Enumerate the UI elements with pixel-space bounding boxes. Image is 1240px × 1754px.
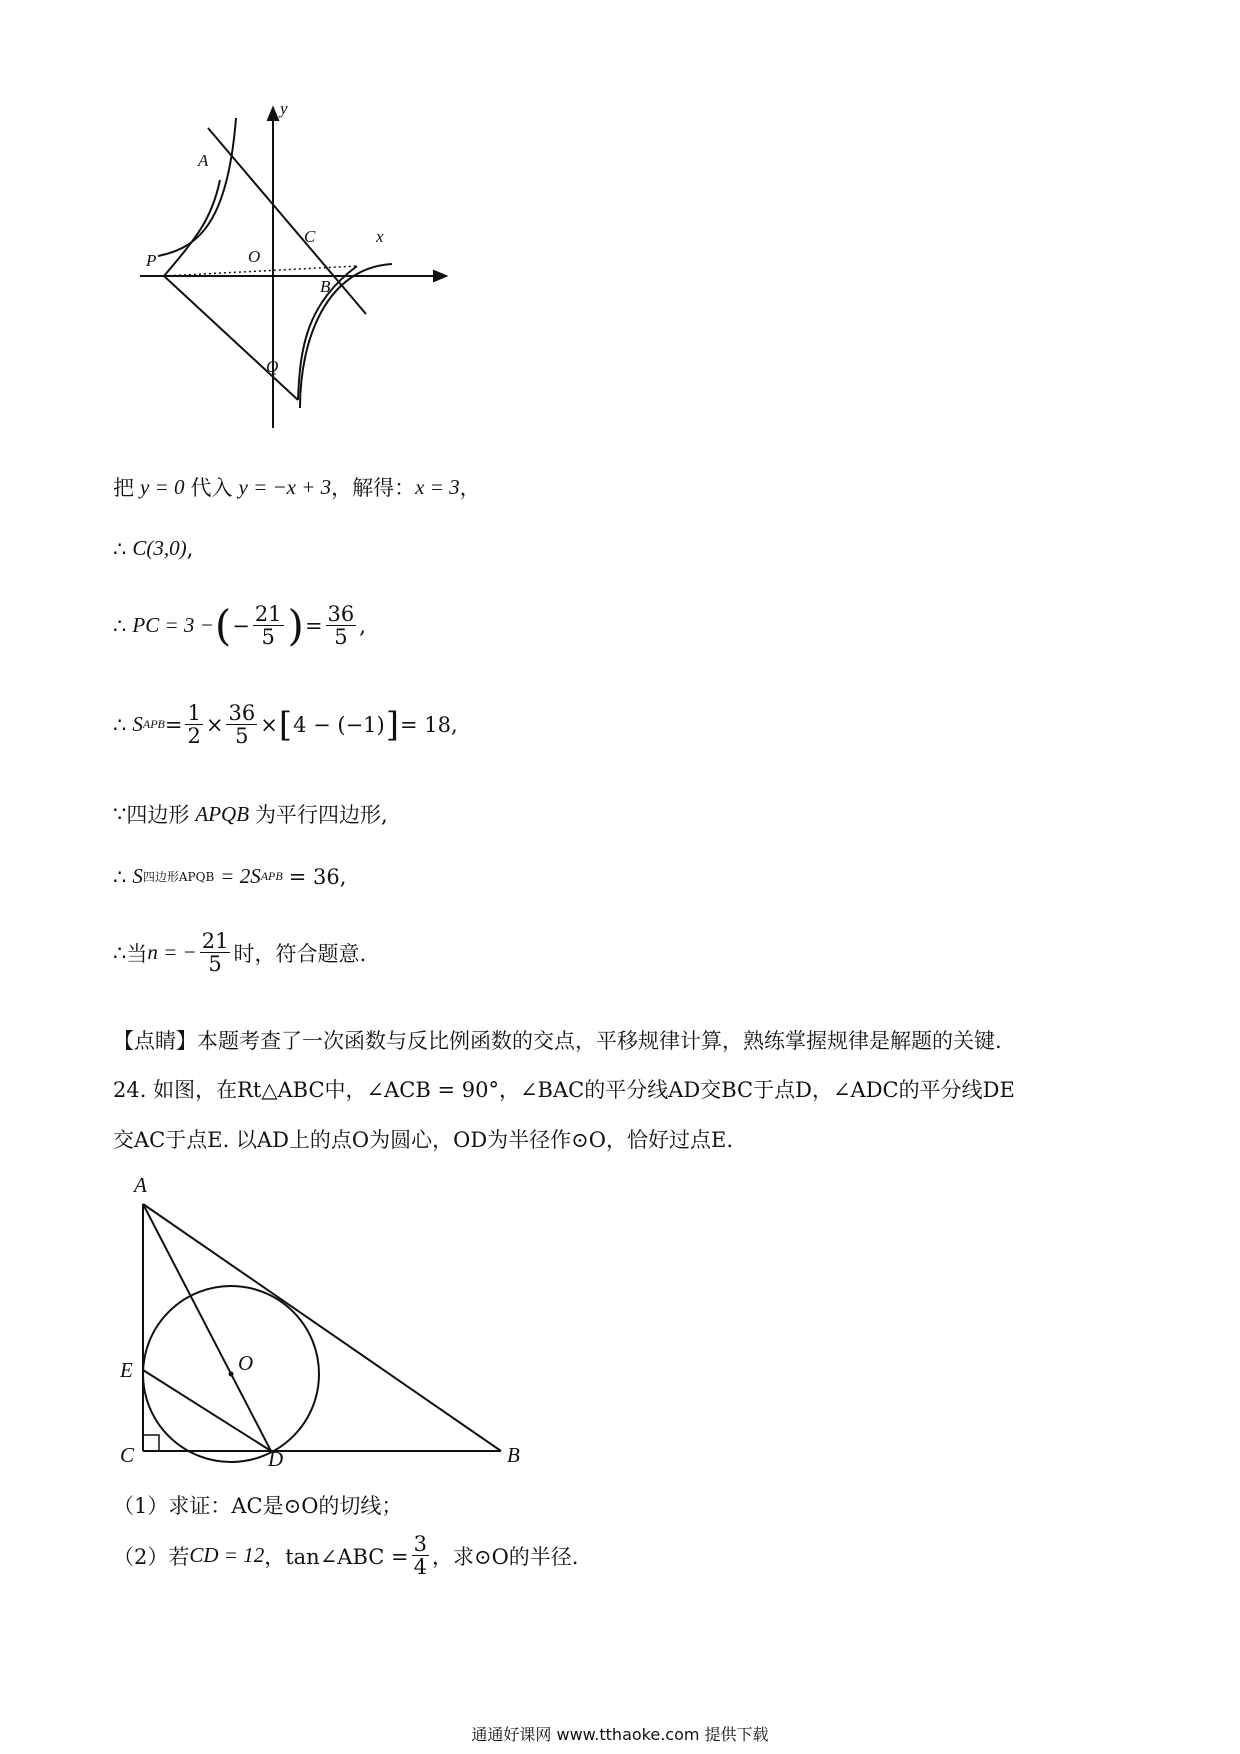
segment-pb-dotted: [164, 266, 357, 276]
text: （1）求证：AC是⊙O的切线；: [113, 1494, 403, 1518]
therefore-symbol: ∴: [113, 536, 127, 561]
label-y: y: [280, 100, 288, 118]
paren: (: [214, 600, 232, 650]
x-axis-arrow: [434, 271, 446, 281]
label-p: P: [146, 251, 157, 270]
label-o: O: [238, 1351, 254, 1375]
bracket: ]: [385, 704, 399, 745]
footer: 通通好课网 www.tthaoke.com 提供下载: [471, 1725, 769, 1744]
solution-line-3: [113, 600, 366, 650]
label-a: A: [134, 1173, 147, 1197]
text: 交AC于点E. 以AD上的点O为圆心，OD为半径作⊙O，恰好过点E.: [113, 1128, 734, 1152]
text: =: [304, 613, 323, 638]
text: 四边形: [126, 803, 190, 827]
equation: CD = 12: [189, 1543, 265, 1568]
text: ,: [339, 864, 347, 889]
problem-24-line-2: [113, 1124, 733, 1154]
paren: ): [287, 600, 304, 650]
subscript: APB: [142, 717, 165, 732]
bracket: [: [278, 704, 293, 745]
label-e: E: [120, 1358, 133, 1382]
solution-line-4: [113, 702, 458, 747]
equation: PC = 3 −: [132, 613, 214, 638]
label-x: x: [376, 227, 384, 246]
label-c: C: [120, 1443, 135, 1467]
text: ，: [459, 476, 481, 500]
segment-ad: [143, 1204, 271, 1451]
text: ×: [205, 712, 224, 737]
equation: S: [132, 712, 143, 737]
center-point-o: [229, 1372, 234, 1377]
equation: APQB: [195, 801, 250, 826]
segment-pa: [164, 180, 220, 276]
therefore-symbol: ∴: [113, 940, 127, 965]
equation: = 36: [288, 864, 340, 889]
text: 当: [126, 941, 148, 966]
segment-pq: [164, 276, 298, 400]
therefore-symbol: ∴: [113, 864, 127, 889]
text: （2）若: [113, 1544, 190, 1569]
problem-24-line-1: [113, 1074, 1015, 1104]
side-ab: [143, 1204, 501, 1451]
therefore-symbol: ∴: [113, 613, 127, 638]
subscript: APB: [260, 869, 283, 883]
therefore-symbol: ∴: [113, 712, 127, 737]
text: 24. 如图，在Rt△ABC中，∠ACB = 90°，∠BAC的平分线AD交BC于点D，∠ADC的平分线DE: [113, 1078, 1015, 1102]
text: 时，符合题意.: [233, 941, 367, 966]
fraction: $\frac{21}{5}$: [201, 929, 229, 977]
text: =: [164, 712, 183, 737]
text: 为平行四边形,: [255, 803, 388, 827]
text: 代入: [190, 476, 233, 500]
equation: y = −x + 3: [238, 474, 332, 499]
fraction: $\frac{21}{5}$: [254, 602, 282, 650]
segment-de: [143, 1370, 271, 1451]
solution-line-7: [113, 930, 366, 975]
comment-line: [113, 1025, 1002, 1055]
fraction: $\frac{36}{5}$: [327, 602, 355, 650]
text: ×: [260, 712, 278, 737]
hyperbola-lower-right: [300, 264, 392, 408]
fraction: $\frac{3}{4}$: [413, 1532, 427, 1580]
equation: n = −: [147, 940, 197, 965]
label-b: B: [507, 1443, 520, 1467]
triangle-figure: [110, 1170, 540, 1470]
label-d: D: [268, 1447, 284, 1470]
text: 【点睛】本题考查了一次函数与反比例函数的交点，平移规律计算，熟练掌握规律是解题的关键.: [113, 1029, 1002, 1053]
text: ,: [359, 613, 366, 638]
text: ，求⊙O的半径.: [432, 1544, 579, 1569]
fraction: $\frac{1}{2}$: [187, 701, 201, 749]
equation: 4 − (−1): [293, 712, 385, 737]
text: ,: [186, 536, 194, 561]
question-2: [113, 1533, 579, 1578]
equation: y = 0: [140, 474, 185, 499]
equation: x = 3: [415, 474, 460, 499]
fraction: $\frac{36}{5}$: [228, 701, 256, 749]
equation: C(3,0): [132, 536, 187, 560]
label-c: C: [304, 227, 316, 246]
equation: S: [132, 864, 143, 888]
subscript: 四边形APQB: [142, 870, 215, 884]
text: 把: [113, 476, 134, 500]
equation: = 2S: [220, 864, 261, 888]
label-o: O: [248, 247, 261, 266]
label-b: B: [320, 277, 331, 296]
right-angle-mark: [143, 1435, 159, 1451]
because-symbol: ∵: [113, 802, 127, 826]
text: ，tan∠ABC =: [264, 1544, 409, 1569]
equation: = 18: [400, 712, 451, 737]
solution-line-1: [113, 472, 481, 502]
coordinate-figure: [130, 100, 460, 430]
question-1: [113, 1490, 402, 1520]
y-axis-arrow: [268, 108, 278, 120]
label-a: A: [198, 151, 209, 170]
solution-line-5: [113, 799, 388, 829]
text: −: [232, 613, 250, 638]
solution-line-2: [113, 536, 193, 561]
text: ,: [451, 712, 458, 737]
label-q: Q: [266, 357, 279, 376]
text: ，解得：: [331, 476, 416, 500]
solution-line-6: [113, 864, 346, 889]
